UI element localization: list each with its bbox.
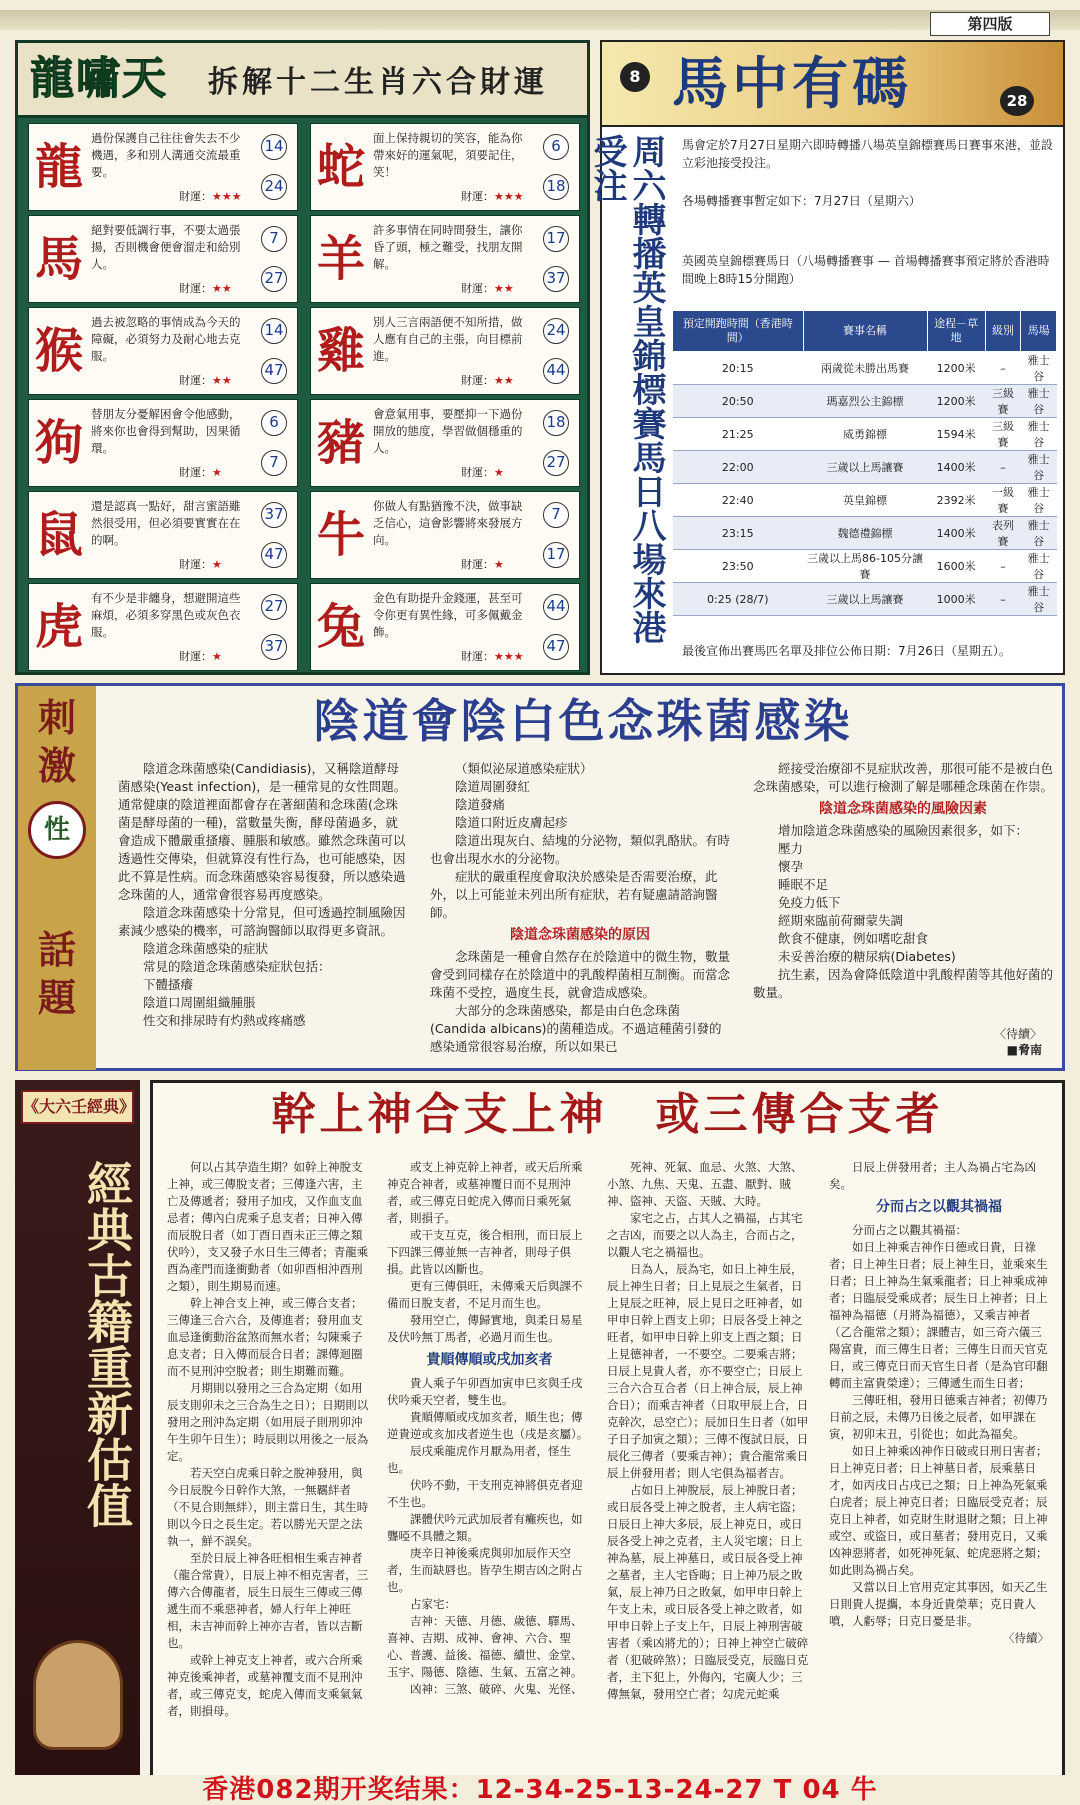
wealth-stars: ★★★ — [494, 650, 524, 663]
race-table-cell: 雅士谷 — [1021, 352, 1057, 385]
zodiac-wealth — [179, 556, 222, 572]
race-table-cell: 1400米 — [927, 517, 985, 550]
zodiac-wealth — [461, 188, 524, 204]
wealth-label: 財運： — [179, 650, 212, 663]
health-tag-bottom: 話題 — [37, 927, 76, 1020]
race-table-cell: 三歲以上馬讓賽 — [803, 451, 927, 484]
lucky-number: 14 — [261, 134, 287, 160]
paragraph: 壓力 — [778, 841, 804, 856]
wealth-label: 財運： — [461, 466, 494, 479]
paragraph: 貴人乘子午卯酉加寅申巳亥與壬戌伏吟乘天空者，雙生也。 — [387, 1376, 583, 1407]
classic-subheading: 貴順傳順或戌加亥者 — [426, 1352, 553, 1368]
zodiac-cell — [310, 215, 580, 303]
zodiac-header — [18, 43, 587, 118]
paragraph: 念珠菌是一種會自然存在於陰道中的微生物，數量會受到同樣存在於陰道中的乳酸桿菌相互制衡。而當念珠菌不受控，過度生長，就會造成感染。 — [430, 949, 731, 1000]
paragraph: 經接受治療卻不見症狀改善，那很可能不是被白色念珠菌感染，可以進行檢測了解是哪種念珠菌在作崇。 — [753, 761, 1054, 794]
race-table-row — [673, 385, 1057, 418]
zodiac-fortune-text: 面上保持親切的笑容，能為你帶來好的運氣呢，須要記住，笑！ — [373, 131, 523, 179]
lucky-number: 24 — [261, 174, 287, 200]
paragraph: 又當以日上官用克定其事因，如天乙生日則貴人提攜，本身近貴榮華；克日貴人噴，人虧辱；日克日憂是非。 — [829, 1580, 1048, 1628]
race-table-cell: – — [985, 352, 1021, 385]
zodiac-wealth — [461, 464, 504, 480]
paragraph: 死神、死氣、血忌、火煞、大煞、小煞、九焦、天鬼、五盡、厭對、賊神、盜神、天盜、天賊、大時。 — [607, 1160, 803, 1208]
paragraph: 下體搔癢 — [143, 977, 194, 992]
paragraph: 貴順傳順或戌加亥者，順生也；傳逆貴逆或亥加戌者逆生也（戌是亥屬）。 — [387, 1410, 589, 1441]
zodiac-wealth — [461, 648, 524, 664]
race-table-cell: 1594米 — [927, 418, 985, 451]
race-table-cell: 2392米 — [927, 484, 985, 517]
zodiac-animal: 猴 — [34, 323, 83, 379]
race-table-cell: 1200米 — [927, 385, 985, 418]
race-table-cell: – — [985, 451, 1021, 484]
race-table-cell: 威勇錦標 — [803, 418, 927, 451]
zodiac-fortune-text: 絕對要低調行事，不要太過張揚，否則機會便會溜走和給別人。 — [91, 223, 241, 271]
health-footer — [994, 1026, 1042, 1058]
zodiac-fortune-text: 會意氣用事，要壓抑一下過份開放的態度，學習做個穩重的人。 — [373, 407, 523, 455]
race-table-header-cell: 級別 — [985, 311, 1021, 352]
wealth-label: 財運： — [461, 190, 494, 203]
lucky-number: 14 — [261, 318, 287, 344]
horse-intro: 馬會定於7月27日星期六即時轉播八場英皇錦標賽馬日賽事來港，並設立彩池接受投注。 — [682, 138, 1053, 170]
paragraph: 大部分的念珠菌感染，都是由白色念珠菌(Candida albicans)的菌種造成。不過這種菌引發的感染通常很容易治療，所以如果已 — [430, 1003, 722, 1054]
race-table-cell: 雅士谷 — [1021, 385, 1057, 418]
classic-column-1 — [167, 1159, 372, 1720]
portrait-image — [33, 1640, 123, 1750]
race-table-cell: 英皇錦標 — [803, 484, 927, 517]
horse-header — [602, 42, 1063, 127]
paragraph: 抗生素，因為會降低陰道中乳酸桿菌等其他好菌的數量。 — [753, 967, 1054, 1000]
lucky-number: 47 — [261, 542, 287, 568]
race-table — [672, 310, 1057, 616]
wealth-stars: ★ — [212, 650, 222, 663]
paragraph: 占家宅： — [410, 1597, 456, 1611]
paragraph: 陰道念珠菌感染十分常見，但可透過控制風險因素減少感染的機率，可諮詢醫師以取得更多資訊。 — [118, 905, 406, 938]
zodiac-wealth — [461, 556, 504, 572]
race-table-row — [673, 517, 1057, 550]
horse-footer: 最後宣佈出賽馬匹名單及排位公佈日期：7月26日（星期五）。 — [682, 644, 1011, 658]
zodiac-cell — [310, 399, 580, 487]
race-table-cell: 三級賽 — [985, 418, 1021, 451]
paragraph: 睡眠不足 — [778, 877, 829, 892]
lucky-number: 37 — [543, 266, 569, 292]
wealth-stars: ★★ — [494, 374, 514, 387]
wealth-label: 財運： — [179, 466, 212, 479]
health-continued: 〈待續〉 — [993, 1027, 1042, 1041]
race-table-cell: 23:15 — [673, 517, 804, 550]
race-table-row — [673, 484, 1057, 517]
paragraph: 若天空白虎乘日幹之脫神發用，與今日辰脫今日幹作大煞，一無羈絆者（不見合則無絆），則主當日生，其生時則以今日之長生定。若以勝光天罡之法執一，鮮不誤矣。 — [167, 1466, 369, 1548]
paragraph: 日辰上併發用者；主人為禍占宅為凶矣。 — [829, 1160, 1036, 1191]
zodiac-cell — [28, 123, 298, 211]
wealth-label: 財運： — [179, 558, 212, 571]
zodiac-cell — [310, 491, 580, 579]
race-table-cell: 21:25 — [673, 418, 804, 451]
paragraph: 或干支互克，後合相刑，而日辰上下四課三傳並無一吉神者，則母子俱損。此皆以凶斷也。 — [387, 1228, 583, 1276]
zodiac-title-main: 龍嘯天 — [30, 53, 168, 104]
race-table-cell: 表列賽 — [985, 517, 1021, 550]
lucky-number: 47 — [261, 358, 287, 384]
wealth-label: 財運： — [461, 282, 494, 295]
paragraph: 陰道口附近皮膚起疹 — [455, 815, 568, 830]
wealth-stars: ★★ — [212, 374, 232, 387]
classic-sidebar — [15, 1080, 140, 1778]
zodiac-cell — [310, 583, 580, 671]
health-tag-top: 刺激 — [37, 695, 76, 788]
horse-number-left: 8 — [620, 62, 650, 92]
lucky-number: 44 — [543, 358, 569, 384]
paragraph: 凶神：三煞、破碎、火鬼、光怪、 — [410, 1682, 583, 1696]
zodiac-cell — [28, 307, 298, 395]
paragraph: 幹上神合支上神，或三傳合支者；三傳逢三合六合，及傳進者；發用血支血忌逢衝動浴盆煞而無水者；勾陳乘子息支者；日入傳而辰合日者；課傳迴圈而不見刑沖空脫者；則生期難而難。 — [167, 1296, 363, 1378]
paragraph: 至於日辰上神各旺相相生乘吉神者（龍合常貴），日辰上神不相克害者，三傳六合傳龍者，辰生日辰生三傳或三傳遞生而不乘惡神者，婦人行年上神旺相，未吉神而幹上神亦吉者，皆以吉斷也。 — [167, 1551, 369, 1650]
paragraph: 飲食不健康，例如嗜吃甜食 — [778, 931, 929, 946]
race-table-cell: 三級賽 — [985, 385, 1021, 418]
horse-schedule: 各場轉播賽事暫定如下：7月27日（星期六） — [682, 194, 921, 208]
zodiac-cell — [28, 215, 298, 303]
lucky-number: 27 — [543, 450, 569, 476]
race-table-cell: 20:50 — [673, 385, 804, 418]
wealth-stars: ★★ — [494, 282, 514, 295]
paragraph: 吉神：天德、月德、歲德、驛馬、喜神、吉期、成神、會神、六合、聖心、普護、益後、福德、續世、金堂、玉宇、陽德、陰德、生氣、五富之神。 — [387, 1614, 583, 1679]
race-table-cell: 三歲以上馬讓賽 — [803, 583, 927, 616]
lucky-number: 6 — [543, 134, 569, 160]
zodiac-cell — [28, 399, 298, 487]
paragraph: 辰戌乘龍虎作月厭為用者，怪生也。 — [387, 1444, 571, 1475]
race-table-cell: 1200米 — [927, 352, 985, 385]
wealth-stars: ★★ — [212, 282, 232, 295]
paragraph: 未妥善治療的糖尿病(Diabetes) — [778, 949, 956, 964]
race-table-cell: 一級賽 — [985, 484, 1021, 517]
classic-column-4 — [829, 1159, 1049, 1647]
classic-continued: 〈待續〉 — [1003, 1631, 1049, 1645]
race-table-cell: 雅士谷 — [1021, 484, 1057, 517]
lucky-number: 7 — [543, 502, 569, 528]
paragraph: 課體伏吟元武加辰者有癱疾也，如聾啞不具體之類。 — [387, 1512, 583, 1543]
race-table-cell: 雅士谷 — [1021, 451, 1057, 484]
wealth-stars: ★★★ — [212, 190, 242, 203]
health-side-tag — [18, 686, 96, 1070]
health-title: 陰道會陰白色念珠菌感染 — [313, 694, 853, 748]
zodiac-animal: 羊 — [316, 231, 365, 287]
race-table-cell: 雅士谷 — [1021, 583, 1057, 616]
race-table-cell: 22:40 — [673, 484, 804, 517]
paragraph: 陰道周圍發紅 — [455, 779, 531, 794]
zodiac-cell — [310, 307, 580, 395]
race-table-cell: 雅士谷 — [1021, 550, 1057, 583]
lucky-number: 7 — [261, 226, 287, 252]
zodiac-fortune-text: 別人三言兩語便不知所措，做人應有自己的主張，向目標前進。 — [373, 315, 523, 363]
horse-number-right: 28 — [1000, 86, 1034, 116]
race-table-cell: 瑪嘉烈公主錦標 — [803, 385, 927, 418]
paragraph: 陰道出現灰白、結塊的分泌物，類似乳酪狀。有時也會出現水水的分泌物。 — [430, 833, 731, 866]
paragraph: 更有三傳俱旺，未傳乘天后與課不備而日脫支者，不足月而生也。 — [387, 1279, 583, 1310]
health-tag-logo: 性 — [28, 801, 86, 859]
wealth-stars: ★★★ — [494, 190, 524, 203]
paragraph: 三傳旺相，發用日德乘吉神者；初傳乃日前之辰，未傳乃日後之辰者，如甲課在寅，初卯末丑，引從也；如此為福矣。 — [829, 1393, 1048, 1441]
horse-preamble: 英國英皇錦標賽馬日（八場轉播賽事 — 首場轉播賽事預定將於香港時間晚上8時15分開跑） — [682, 254, 1050, 286]
race-table-cell: 22:00 — [673, 451, 804, 484]
health-subheading: 陰道念珠菌感染的原因 — [510, 927, 650, 943]
wealth-label: 財運： — [461, 650, 494, 663]
paragraph: 或幹上神克支上神者，或六合所乘神克後乘神者，或墓神覆支而不見刑沖者，或三傳克支，蛇虎入傳而支乘氣氣者，則損母。 — [167, 1653, 363, 1718]
paragraph: 發用空亡，傳歸實地，與柔日易星及伏吟無丁馬者，必過月而生也。 — [387, 1313, 583, 1344]
paragraph: 或支上神克幹上神者，或天后所乘神克合神者，或墓神覆日而不見刑沖者，或三傳克日蛇虎入傳而日乘死氣者，則損子。 — [387, 1160, 583, 1225]
paragraph: 何以占其孕造生期？如幹上神脫支上神，或三傳脫支者；三傳逢六害，主亡及傳遞者；發用子加戌，又作血支血忌者；傳內白虎乘子息支者；日神入傳而辰脫日者（如丁酉日酉未正三傳之類伏吟），支又發子水日生三傳者；青龍乘酉為產門而逢衝動者（如卯酉相沖酉刑之類），則生期易而速。 — [167, 1160, 369, 1293]
paragraph: 增加陰道念珠菌感染的風險因素很多，如下： — [778, 823, 1029, 838]
zodiac-animal: 鼠 — [34, 507, 83, 563]
wealth-label: 財運： — [179, 374, 212, 387]
race-table-header-cell: 途程－草地 — [927, 311, 985, 352]
horse-vertical-headline: 周六轉播英皇錦標賽馬日八場來港受注 — [587, 134, 666, 644]
race-table-header — [673, 311, 1057, 352]
paragraph: 懷孕 — [778, 859, 804, 874]
zodiac-wealth — [179, 188, 242, 204]
paragraph: 陰道發痛 — [455, 797, 506, 812]
paragraph: 如日上神乘吉神作日德或日貴，日祿者；日上神生日者；辰上神生日，並乘來生日者；日上神為生氣乘龍者；日上神乘成神者；日臨辰受乘成者；辰生日上神者；日上福神為福德（月將為福德），又乘吉神者（乙合龍常之類）；課體吉，如三奇六儀三陽富貴，而三傳生日者；三傳生日而天官克日，或三傳克日而天官生日者（是為官印翻轉而主富貴榮達）；三傳遞生而生日者； — [829, 1240, 1048, 1390]
zodiac-animal: 狗 — [34, 415, 83, 471]
zodiac-animal: 兔 — [316, 599, 365, 655]
zodiac-fortune-text: 有不少是非纏身，想避開這些麻煩，必須多穿黑色或灰色衣服。 — [91, 591, 241, 639]
zodiac-wealth — [461, 372, 514, 388]
wealth-stars: ★ — [212, 466, 222, 479]
health-column-2 — [430, 760, 730, 1056]
paragraph: 月期則以發用之三合為定期（如用辰支則卯未之三合為生之日）；日期則以發用之刑沖為定期（如用辰子則刑卯沖午生卯午日生）；時辰則以用後之一辰為定。 — [167, 1381, 369, 1463]
race-table-cell: 三歲以上馬86-105分讓賽 — [803, 550, 927, 583]
race-table-cell: – — [985, 550, 1021, 583]
paragraph: 占如日上神脫辰，辰上神脫日者；或日辰各受上神之脫者，主人病宅盜；日辰日上神大多辰，辰上神克日，或日辰各受上神之克者，主人災宅壞；日上神為墓，辰上神墓日，或日辰各受上神之墓者，主人宅昏晦；日上神乃辰之敗氣，辰上神乃日之敗氣，如甲申日幹上午支上未，或日辰各受上神之敗者，如甲申日幹上子支上午，日辰上神刑害破害者（乘凶將尤的）；日神上神空亡破碎者（犯破碎煞）；日臨辰受克，辰臨日克者，主下犯上，外侮內，宅廣人少；三傳無氣，發用空亡者；勾虎元蛇乘 — [607, 1483, 809, 1701]
lucky-number: 18 — [543, 410, 569, 436]
lucky-number: 44 — [543, 594, 569, 620]
zodiac-fortune-text: 許多事情在同時間發生，讓你昏了頭，極之難受，找朋友開解。 — [373, 223, 523, 271]
zodiac-fortune-text: 還是認真一點好，甜言蜜語雖然很受用，但必須要實實在在的啊。 — [91, 499, 241, 547]
zodiac-wealth — [461, 280, 514, 296]
horse-racing-panel — [587, 40, 1065, 675]
lucky-number: 6 — [261, 410, 287, 436]
wealth-stars: ★ — [494, 558, 504, 571]
zodiac-wealth — [179, 280, 232, 296]
lucky-number: 27 — [261, 266, 287, 292]
race-table-cell: – — [985, 583, 1021, 616]
paragraph: 症狀的嚴重程度會取決於感染是否需要治療，此外，以上可能並未列出所有症狀，若有疑慮請諮詢醫師。 — [430, 869, 718, 920]
paragraph: 免疫力低下 — [778, 895, 841, 910]
zodiac-title-sub: 拆解十二生肖六合財運 — [208, 65, 548, 100]
classic-vertical-headline: 經典古籍重新估值 — [80, 1160, 134, 1528]
lucky-number: 17 — [543, 542, 569, 568]
race-table-row — [673, 583, 1057, 616]
race-table-header-cell: 預定開跑時間（香港時間） — [673, 311, 804, 352]
paragraph: 日為人，辰為宅，如日上神生辰，辰上神生日者；日上見辰之生氣者，日上見辰之旺神，辰上見日之旺神者，如甲申日幹上酉支上卯；日辰各受上神之旺者，如甲申日幹上卯支上酉之類；日上見德神者，一不要空。二要乘吉將；日辰上見貴人者，亦不要空亡；日辰上三合六合互合者（日上神合辰，辰上神合日）；而乘吉神者（日取甲辰上合，日克幹次，忌空亡）；辰加日生日者（如甲子日子加寅之類）；三傳不復試日辰，日辰化三傳者（要乘吉神）；貴合龍常乘日辰上併發用者；則人宅俱為福者吉。 — [607, 1262, 809, 1480]
race-table-row — [673, 352, 1057, 385]
paragraph: 庚辛日神後乘虎與卯加辰作天空者，生而缺唇也。皆孕生期吉凶之附占也。 — [387, 1546, 583, 1594]
lucky-number: 7 — [261, 450, 287, 476]
zodiac-animal: 牛 — [316, 507, 365, 563]
lucky-number: 37 — [261, 634, 287, 660]
paragraph: 經期來臨前荷爾蒙失調 — [778, 913, 904, 928]
lucky-number: 47 — [543, 634, 569, 660]
paragraph: 陰道口周圍組織腫脹 — [143, 995, 256, 1010]
zodiac-fortune-text: 金色有助提升金錢運，甚至可令你更有異性緣，可多佩戴金飾。 — [373, 591, 523, 639]
zodiac-fortune-text: 過去被忽略的事情成為今天的障礙，必須努力及耐心地去克服。 — [91, 315, 241, 363]
health-subheading: 陰道念珠菌感染的風險因素 — [819, 801, 987, 817]
classic-column-2 — [387, 1159, 592, 1698]
lucky-number: 37 — [261, 502, 287, 528]
wealth-stars: ★ — [494, 466, 504, 479]
race-table-row — [673, 418, 1057, 451]
race-table-cell: 1600米 — [927, 550, 985, 583]
paragraph: 如日上神乘凶神作日破或日刑日害者；日上神克日者；日上神墓日者，辰乘墓日才，如丙戌日占戌已之類；日上神為死氣乘白虎者；辰上神克日者；日臨辰受克者；辰克日上神者，如克財生財退財之類；日上神或空、或盜日，或日墓者；發用克日，又乘凶神惡將者，如死神死氣、蛇虎惡將之類；如此則為禍占矣。 — [829, 1444, 1048, 1577]
horse-title: 馬中有碼 — [672, 51, 912, 117]
zodiac-wealth — [179, 372, 232, 388]
paragraph: 家宅之占，占其人之禍福，占其宅之吉凶，而要之以人為主，合而占之，以觀人宅之禍福也。 — [607, 1211, 803, 1259]
wealth-label: 財運： — [179, 282, 212, 295]
classic-title: 幹上神合支上神 或三傳合支者 — [271, 1089, 944, 1140]
zodiac-animal: 龍 — [34, 139, 83, 195]
classic-subheading: 分而占之以觀其禍福 — [876, 1199, 1002, 1215]
race-table-cell: 魏德禮錦標 — [803, 517, 927, 550]
paragraph: 性交和排尿時有灼熱或疼痛感 — [143, 1013, 306, 1028]
race-table-cell: 23:50 — [673, 550, 804, 583]
zodiac-cell — [310, 123, 580, 211]
zodiac-animal: 虎 — [34, 599, 83, 655]
top-band — [0, 10, 1080, 30]
race-table-header-cell: 賽事名稱 — [803, 311, 927, 352]
race-table-cell: 1000米 — [927, 583, 985, 616]
race-table-row — [673, 451, 1057, 484]
race-table-cell: 20:15 — [673, 352, 804, 385]
zodiac-cell — [28, 491, 298, 579]
zodiac-fortune-text: 你做人有點猶豫不決，做事缺乏信心，這會影響將來發展方向。 — [373, 499, 523, 547]
zodiac-cell — [28, 583, 298, 671]
wealth-label: 財運： — [461, 558, 494, 571]
zodiac-animal: 雞 — [316, 323, 365, 379]
classic-article — [15, 1080, 1065, 1778]
wealth-stars: ★ — [212, 558, 222, 571]
paragraph: （類似泌尿道感染症狀） — [455, 761, 593, 776]
lucky-number: 18 — [543, 174, 569, 200]
classic-column-3 — [607, 1159, 812, 1703]
paragraph: 陰道念珠菌感染的症狀 — [143, 941, 269, 956]
race-table-cell: 雅士谷 — [1021, 517, 1057, 550]
lottery-result-bar: 香港082期开奖结果：12-34-25-13-24-27 T 04 牛 — [0, 1775, 1080, 1805]
wealth-label: 財運： — [179, 190, 212, 203]
health-article — [15, 683, 1065, 1071]
paragraph: 分而占之以觀其禍福： — [852, 1223, 967, 1237]
zodiac-panel — [15, 40, 590, 675]
paragraph: 常見的陰道念珠菌感染症狀包括： — [143, 959, 331, 974]
race-table-cell: 1400米 — [927, 451, 985, 484]
paragraph: 伏吟不動，干支刑克神將俱克者迎不生也。 — [387, 1478, 583, 1509]
page-number-tag: 第四版 — [930, 12, 1050, 36]
race-table-cell: 兩歲從未勝出馬賽 — [803, 352, 927, 385]
zodiac-fortune-text: 過份保護自己往往會失去不少機遇，多和別人溝通交流最重要。 — [91, 131, 241, 179]
race-table-header-cell: 馬場 — [1021, 311, 1057, 352]
race-table-cell: 0:25 (28/7) — [673, 583, 804, 616]
race-table-row — [673, 550, 1057, 583]
race-table-cell: 雅士谷 — [1021, 418, 1057, 451]
wealth-label: 財運： — [461, 374, 494, 387]
zodiac-wealth — [179, 464, 222, 480]
lucky-number: 17 — [543, 226, 569, 252]
lucky-number: 27 — [261, 594, 287, 620]
health-column-3 — [753, 760, 1053, 1002]
health-column-1 — [118, 760, 408, 1030]
lucky-number: 24 — [543, 318, 569, 344]
health-author: ■脅南 — [1006, 1043, 1042, 1057]
zodiac-fortune-text: 替朋友分憂解困會令他感動，將來你也會得到幫助，因果循環。 — [91, 407, 241, 455]
zodiac-animal: 馬 — [34, 231, 83, 287]
paragraph: 陰道念珠菌感染(Candidiasis)，又稱陰道酵母菌感染(Yeast infection)，是一種常見的女性問題。通常健康的陰道裡面都會存在著細菌和念珠菌(念珠菌是酵母菌的一種)，當數量失衡，酵母菌過多，就會造成下體嚴重搔癢、腫脹和敏感。雖然念珠菌可以透過性交傳染，但就算沒有性行為，也可能感染，因此不算是性病。而念珠菌感染容易復發，所以感染過念珠菌的人，通常會很容易再度感染。 — [118, 761, 407, 902]
zodiac-animal: 豬 — [316, 415, 365, 471]
classic-content-box — [150, 1080, 1065, 1778]
race-table-body — [673, 352, 1057, 616]
zodiac-wealth — [179, 648, 222, 664]
classic-tag: 《大六壬經典》 — [21, 1090, 134, 1124]
zodiac-animal: 蛇 — [316, 139, 365, 195]
